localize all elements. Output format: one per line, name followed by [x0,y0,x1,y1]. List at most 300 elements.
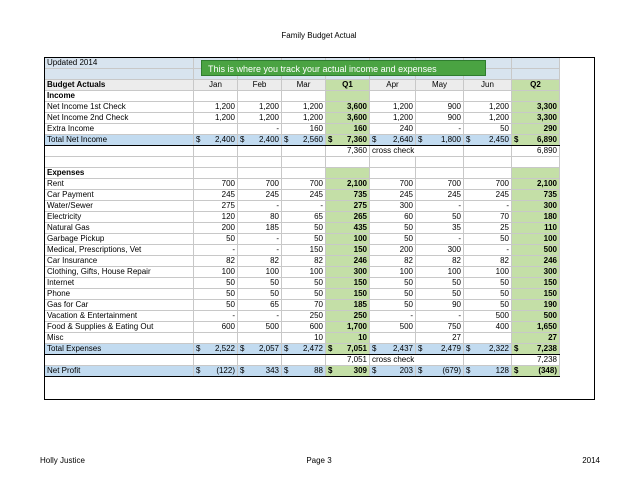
cell-value: - [238,201,282,212]
currency-sign: $ [240,366,245,375]
cell-value: 190 [512,300,560,311]
column-header: Jun [464,80,512,91]
cell-value: 6,890 [536,135,557,144]
empty-cell [238,91,282,102]
cell-value: 100 [326,234,370,245]
check-label: cross check [370,355,464,366]
total-value [238,135,282,146]
cell-value: 150 [326,289,370,300]
cell-value: 70 [464,212,512,223]
currency-sign: $ [466,344,471,353]
cell-value: 240 [370,124,416,135]
empty-cell [282,355,326,366]
total-value [464,366,512,377]
cell-value: 128 [495,366,509,375]
empty-cell [464,168,512,179]
cell-value: 1,200 [282,102,326,113]
cell-value: 88 [314,366,323,375]
cell-value: 90 [416,300,464,311]
section-label: Expenses [45,168,194,179]
header-row [45,80,560,91]
cell-value: 2,450 [488,135,509,144]
cell-value: 700 [370,179,416,190]
cell-value: 110 [512,223,560,234]
header-label: Budget Actuals [45,80,194,91]
cell-value: 185 [326,300,370,311]
cell-value: 150 [326,278,370,289]
cell-value: 50 [282,223,326,234]
cell-value: 50 [370,289,416,300]
row-label: Garbage Pickup [45,234,194,245]
currency-sign: $ [466,366,471,375]
currency-sign: $ [328,344,333,353]
cell-value: 245 [238,190,282,201]
check-value: 7,238 [512,355,560,366]
column-header: Feb [238,80,282,91]
empty-cell [464,355,512,366]
column-header: Q2 [512,80,560,91]
cell-value [238,333,282,344]
cell-value: 300 [326,267,370,278]
cell-value: 60 [370,212,416,223]
cell-value: 150 [512,289,560,300]
empty-cell [416,168,464,179]
column-header: Apr [370,80,416,91]
cell-value: 3,600 [326,102,370,113]
table-row [45,289,560,300]
cell-value: 309 [353,366,367,375]
empty-cell [194,91,238,102]
cell-value: 900 [416,113,464,124]
cell-value: 1,200 [194,102,238,113]
total-value [370,366,416,377]
cell-value: - [238,234,282,245]
empty-cell [282,91,326,102]
cell-value: 250 [326,311,370,322]
row-label: Phone [45,289,194,300]
total-value [512,366,560,377]
cell-value: 203 [399,366,413,375]
currency-sign: $ [372,344,377,353]
cell-value: - [464,245,512,256]
cell-value: 700 [464,179,512,190]
cell-value: 2,100 [512,179,560,190]
footer-page: Page 3 [306,456,332,465]
empty-cell [512,91,560,102]
row-label: Gas for Car [45,300,194,311]
empty-cell [194,355,238,366]
currency-sign: $ [284,366,289,375]
cell-value: 245 [282,190,326,201]
cell-value: 500 [464,311,512,322]
total-value [326,135,370,146]
cell-value: 700 [194,179,238,190]
empty-cell [512,69,560,80]
currency-sign: $ [418,344,423,353]
cell-value: 82 [238,256,282,267]
cell-value: 735 [326,190,370,201]
empty-cell [238,355,282,366]
currency-sign: $ [240,135,245,144]
cell-value: 100 [512,234,560,245]
total-value [464,135,512,146]
empty-cell [370,91,416,102]
row-label: Electricity [45,212,194,223]
cell-value: 275 [326,201,370,212]
cell-value [194,124,238,135]
row-label: Internet [45,278,194,289]
cell-value: 50 [370,223,416,234]
total-income-row [45,135,560,146]
cell-value: 50 [194,289,238,300]
cell-value: 82 [416,256,464,267]
total-expenses-row [45,344,560,355]
cell-value: 1,200 [238,102,282,113]
table-row [45,256,560,267]
currency-sign: $ [418,366,423,375]
cell-value: 50 [370,278,416,289]
empty-cell [282,157,326,168]
empty-cell [45,157,194,168]
empty-cell [512,58,560,69]
cell-value: 1,200 [370,102,416,113]
empty-cell [326,157,370,168]
empty-cell [370,157,416,168]
cell-value: 700 [416,179,464,190]
cell-value: 160 [326,124,370,135]
cell-value: 200 [194,223,238,234]
empty-cell [238,157,282,168]
table-row [45,124,560,135]
cell-value: 50 [464,234,512,245]
currency-sign: $ [372,135,377,144]
empty-cell [326,91,370,102]
cell-value: 35 [416,223,464,234]
table-row [45,234,560,245]
cell-value: 2,560 [302,135,323,144]
empty-cell [416,91,464,102]
cell-value: 50 [464,124,512,135]
cell-value: 7,238 [536,344,557,353]
cell-value: 300 [370,201,416,212]
table-row [45,333,560,344]
cell-value: 180 [512,212,560,223]
cell-value: 246 [326,256,370,267]
cell-value: 82 [370,256,416,267]
currency-sign: $ [284,135,289,144]
cell-value: 50 [194,234,238,245]
cell-value: - [238,124,282,135]
table-row [45,190,560,201]
cell-value: - [416,124,464,135]
cell-value: 80 [238,212,282,223]
cell-value: 70 [282,300,326,311]
cell-value: 10 [282,333,326,344]
column-header: May [416,80,464,91]
cell-value: 2,322 [488,344,509,353]
cell-value: 50 [370,234,416,245]
cell-value: - [370,311,416,322]
cell-value: 1,200 [464,113,512,124]
total-value [512,135,560,146]
cell-value: - [416,201,464,212]
table-row [45,223,560,234]
cell-value: 245 [464,190,512,201]
cell-value: 300 [512,201,560,212]
cell-value: - [194,311,238,322]
empty-cell [45,146,194,157]
cell-value: 900 [416,102,464,113]
table-row [45,245,560,256]
row-label: Medical, Prescriptions, Vet [45,245,194,256]
currency-sign: $ [514,344,519,353]
updated-label: Updated 2014 [45,58,194,69]
cell-value: 250 [282,311,326,322]
total-value [194,344,238,355]
total-label: Total Expenses [45,344,194,355]
empty-cell [416,157,464,168]
total-value [416,344,464,355]
cell-value: 50 [194,300,238,311]
empty-cell [45,355,194,366]
cell-value: 82 [194,256,238,267]
cell-value: 750 [416,322,464,333]
empty-cell [194,168,238,179]
total-value [326,344,370,355]
table-row [45,300,560,311]
empty-cell [282,146,326,157]
row-label: Water/Sewer [45,201,194,212]
currency-sign: $ [466,135,471,144]
cell-value: 7,051 [346,344,367,353]
cell-value: 1,200 [194,113,238,124]
page-title: Family Budget Actual [281,31,357,40]
cell-value: 27 [416,333,464,344]
cell-value: 100 [282,267,326,278]
empty-cell [194,157,238,168]
check-value: 7,360 [326,146,370,157]
empty-cell [194,146,238,157]
section-label: Income [45,91,194,102]
cell-value: 245 [416,190,464,201]
cell-value: 100 [238,267,282,278]
cell-value: (679) [442,366,461,375]
cell-value: 150 [512,278,560,289]
currency-sign: $ [514,366,519,375]
total-value [370,135,416,146]
check-value: 6,890 [512,146,560,157]
cell-value: 1,200 [370,113,416,124]
total-value [238,344,282,355]
cell-value: 735 [512,190,560,201]
total-value [282,366,326,377]
table-row [45,102,560,113]
cell-value: 120 [194,212,238,223]
table-row [45,278,560,289]
table-row [45,201,560,212]
cell-value: 300 [416,245,464,256]
total-value [282,135,326,146]
cell-value: 1,800 [440,135,461,144]
spacer-row [45,157,560,168]
total-value [416,366,464,377]
total-value [464,344,512,355]
table-row [45,267,560,278]
currency-sign: $ [284,344,289,353]
cell-value: 1,200 [282,113,326,124]
income-check-row [45,146,560,157]
check-value: 7,051 [326,355,370,366]
cell-value: 50 [464,289,512,300]
cell-value: 400 [464,322,512,333]
cell-value: 2,400 [214,135,235,144]
row-label: Vacation & Entertainment [45,311,194,322]
cell-value: 50 [282,234,326,245]
row-label: Car Insurance [45,256,194,267]
table-row [45,212,560,223]
cell-value: - [238,311,282,322]
cell-value: 343 [265,366,279,375]
cell-value: 50 [416,289,464,300]
currency-sign: $ [196,366,201,375]
footer-year: 2014 [582,456,600,465]
cell-value: 3,300 [512,113,560,124]
total-value [326,366,370,377]
cell-value: 160 [282,124,326,135]
cell-value: 2,472 [302,344,323,353]
cell-value: 100 [370,267,416,278]
cell-value: 50 [464,300,512,311]
cell-value [194,333,238,344]
row-label: Net Income 1st Check [45,102,194,113]
total-value [194,366,238,377]
cell-value: 185 [238,223,282,234]
cell-value: 500 [512,311,560,322]
cell-value: 2,479 [440,344,461,353]
empty-cell [326,168,370,179]
cell-value: 2,522 [214,344,235,353]
cell-value: 100 [194,267,238,278]
cell-value: 500 [512,245,560,256]
cell-value: 500 [370,322,416,333]
currency-sign: $ [514,135,519,144]
cell-value: 245 [194,190,238,201]
empty-cell [282,168,326,179]
total-value [238,366,282,377]
table-row [45,311,560,322]
instruction-banner: This is where you track your actual income and expenses [201,60,486,76]
cell-value: 265 [326,212,370,223]
cell-value: 600 [194,322,238,333]
row-label: Misc [45,333,194,344]
cell-value: 1,700 [326,322,370,333]
cell-value: - [194,245,238,256]
empty-cell [464,146,512,157]
total-value [282,344,326,355]
row-label: Rent [45,179,194,190]
budget-table [44,57,560,377]
section-expenses [45,168,560,179]
cell-value: (348) [538,366,557,375]
row-label: Clothing, Gifts, House Repair [45,267,194,278]
total-label: Total Net Income [45,135,194,146]
cell-value: - [282,201,326,212]
column-header: Mar [282,80,326,91]
row-label: Net Income 2nd Check [45,113,194,124]
cell-value: 200 [370,245,416,256]
row-label: Car Payment [45,190,194,201]
cell-value: 25 [464,223,512,234]
cell-value: 82 [282,256,326,267]
cell-value: - [416,311,464,322]
cell-value: 2,100 [326,179,370,190]
cell-value: 82 [464,256,512,267]
cell-value: 100 [416,267,464,278]
total-value [370,344,416,355]
cell-value: 600 [282,322,326,333]
cell-value: 300 [512,267,560,278]
empty-cell [512,168,560,179]
empty-cell [238,168,282,179]
cell-value: 150 [326,245,370,256]
empty-cell [464,157,512,168]
cell-value: 1,650 [512,322,560,333]
currency-sign: $ [240,344,245,353]
total-value [512,344,560,355]
cell-value: 3,600 [326,113,370,124]
cell-value: 50 [464,278,512,289]
cell-value: 50 [194,278,238,289]
cell-value: - [416,234,464,245]
cell-value: 700 [282,179,326,190]
cell-value: 3,300 [512,102,560,113]
total-label: Net Profit [45,366,194,377]
row-label: Extra Income [45,124,194,135]
column-header: Jan [194,80,238,91]
cell-value: 7,360 [346,135,367,144]
row-label: Natural Gas [45,223,194,234]
cell-value: 65 [238,300,282,311]
currency-sign: $ [196,135,201,144]
cell-value: 50 [282,278,326,289]
column-header: Q1 [326,80,370,91]
cell-value: 2,437 [392,344,413,353]
cell-value: 50 [282,289,326,300]
currency-sign: $ [418,135,423,144]
cell-value [464,333,512,344]
empty-cell [45,69,194,80]
cell-value: 100 [464,267,512,278]
cell-value: 2,400 [258,135,279,144]
cell-value: 435 [326,223,370,234]
empty-cell [238,146,282,157]
cell-value: 2,057 [258,344,279,353]
cell-value: 50 [416,212,464,223]
total-value [416,135,464,146]
cell-value: 1,200 [464,102,512,113]
net-profit-row [45,366,560,377]
cell-value: 50 [416,278,464,289]
currency-sign: $ [372,366,377,375]
cell-value: 290 [512,124,560,135]
table-row [45,322,560,333]
cell-value: 245 [370,190,416,201]
row-label: Food & Supplies & Eating Out [45,322,194,333]
cell-value: 50 [238,278,282,289]
cell-value: 10 [326,333,370,344]
table-row [45,113,560,124]
section-income [45,91,560,102]
